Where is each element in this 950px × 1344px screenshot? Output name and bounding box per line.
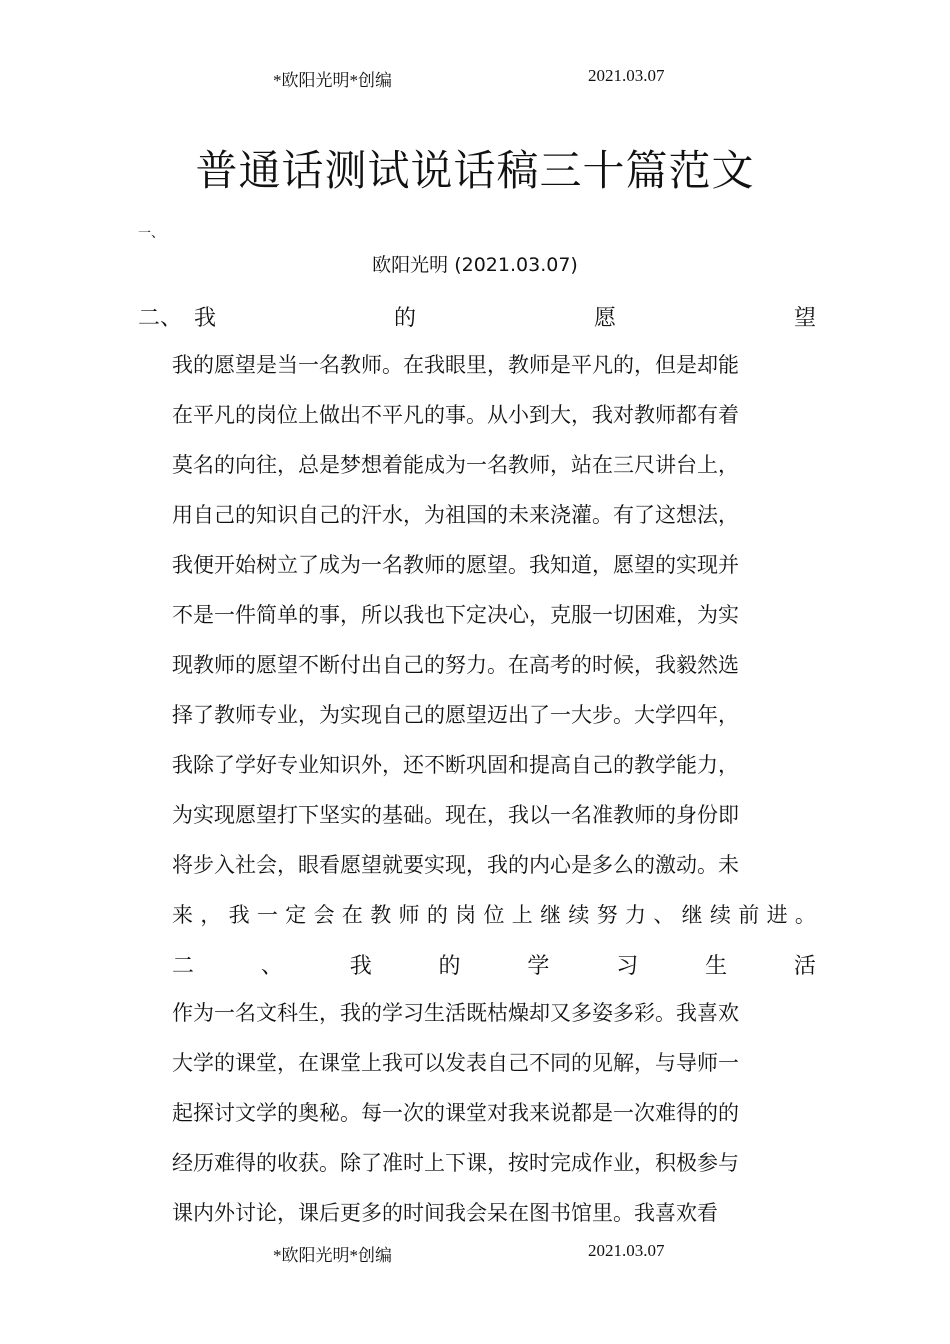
text-char: 在 <box>341 903 363 927</box>
text-char: 上 <box>511 903 533 927</box>
text-char: 进 <box>766 903 788 927</box>
text-char: 会 <box>313 903 335 927</box>
heading-number: 二、 <box>138 306 183 331</box>
heading-char: 学 <box>527 954 550 979</box>
text-line: 我的愿望是当一名教师。在我眼里，教师是平凡的，但是却能 <box>172 353 739 377</box>
text-char: 来 <box>172 903 193 927</box>
page-footer <box>0 1241 950 1265</box>
paragraph-study-life <box>172 988 816 1238</box>
text-char: 力 <box>625 903 646 927</box>
text-char: 继 <box>540 903 562 927</box>
text-line: 莫名的向往，总是梦想着能成为一名教师，站在三尺讲台上， <box>172 453 739 477</box>
text-line: 为实现愿望打下坚实的基础。现在，我以一名准教师的身份即 <box>172 803 739 827</box>
heading-prefix-group <box>138 301 216 331</box>
heading-char: 愿 <box>593 306 616 331</box>
text-line: 大学的课堂，在课堂上我可以发表自己不同的见解，与导师一 <box>172 1051 739 1075</box>
text-char: 一 <box>256 903 278 927</box>
text-line: 择了教师专业，为实现自己的愿望迈出了一大步。大学四年， <box>172 703 739 727</box>
text-char: 前 <box>738 903 760 927</box>
text-char: 师 <box>398 903 420 927</box>
heading-char: 望 <box>793 306 816 331</box>
heading-char: 二 <box>172 954 195 979</box>
heading-char: 生 <box>705 954 728 979</box>
heading-char: 、 <box>260 954 283 979</box>
text-line: 经历难得的收获。除了准时上下课，按时完成作业，积极参与 <box>172 1151 739 1175</box>
footer-date: 2021.03.07 <box>588 1241 665 1260</box>
text-line: 不是一件简单的事，所以我也下定决心，克服一切困难，为实 <box>172 603 739 627</box>
heading-char: 我 <box>349 954 372 979</box>
text-char: 续 <box>709 903 731 927</box>
section-heading-wish <box>138 301 816 331</box>
text-line: 作为一名文科生，我的学习生活既枯燥却又多姿多彩。我喜欢 <box>172 1001 739 1025</box>
text-line: 我除了学好专业知识外，还不断巩固和提高自己的教学能力， <box>172 753 739 777</box>
text-line: 起探讨文学的奥秘。每一次的课堂对我来说都是一次难得的的 <box>172 1101 739 1125</box>
text-char: 努 <box>596 903 618 927</box>
author-byline: 欧阳光明 (2021.03.07) <box>372 254 578 276</box>
heading-char: 我 <box>194 306 217 331</box>
heading-char: 的 <box>394 306 417 331</box>
section-heading-study-life <box>172 949 816 979</box>
text-line: 现教师的愿望不断付出自己的努力。在高考的时候，我毅然选 <box>172 653 739 677</box>
text-line: 用自己的知识自己的汗水，为祖国的未来浇灌。有了这想法， <box>172 503 739 527</box>
page-header <box>0 66 950 90</box>
text-line: 课内外讨论，课后更多的时间我会呆在图书馆里。我喜欢看 <box>172 1201 718 1225</box>
text-char: 、 <box>653 903 675 927</box>
text-char: 我 <box>228 903 250 927</box>
text-line: 将步入社会，眼看愿望就要实现，我的内心是多么的激动。未 <box>172 853 739 877</box>
text-char: 定 <box>285 903 307 927</box>
text-char: 位 <box>483 903 505 927</box>
header-author: *欧阳光明*创编 <box>273 71 392 90</box>
section-number: 一、 <box>138 226 165 241</box>
heading-char: 活 <box>793 954 816 979</box>
heading-char: 的 <box>438 954 461 979</box>
footer-author: *欧阳光明*创编 <box>273 1246 392 1265</box>
heading-char: 习 <box>616 954 639 979</box>
text-char: 教 <box>370 903 392 927</box>
text-char: 续 <box>568 903 590 927</box>
text-line-justified <box>172 890 816 940</box>
text-char: 继 <box>681 903 703 927</box>
text-char: 岗 <box>455 903 477 927</box>
text-char: 。 <box>794 903 816 927</box>
text-line: 我便开始树立了成为一名教师的愿望。我知道，愿望的实现并 <box>172 553 739 577</box>
text-char: 的 <box>426 903 448 927</box>
text-line: 在平凡的岗位上做出不平凡的事。从小到大，我对教师都有着 <box>172 403 739 427</box>
header-date: 2021.03.07 <box>588 66 665 85</box>
document-title: 普通话测试说话稿三十篇范文 <box>195 146 755 196</box>
text-char: ， <box>200 903 222 927</box>
paragraph-wish <box>172 340 816 940</box>
